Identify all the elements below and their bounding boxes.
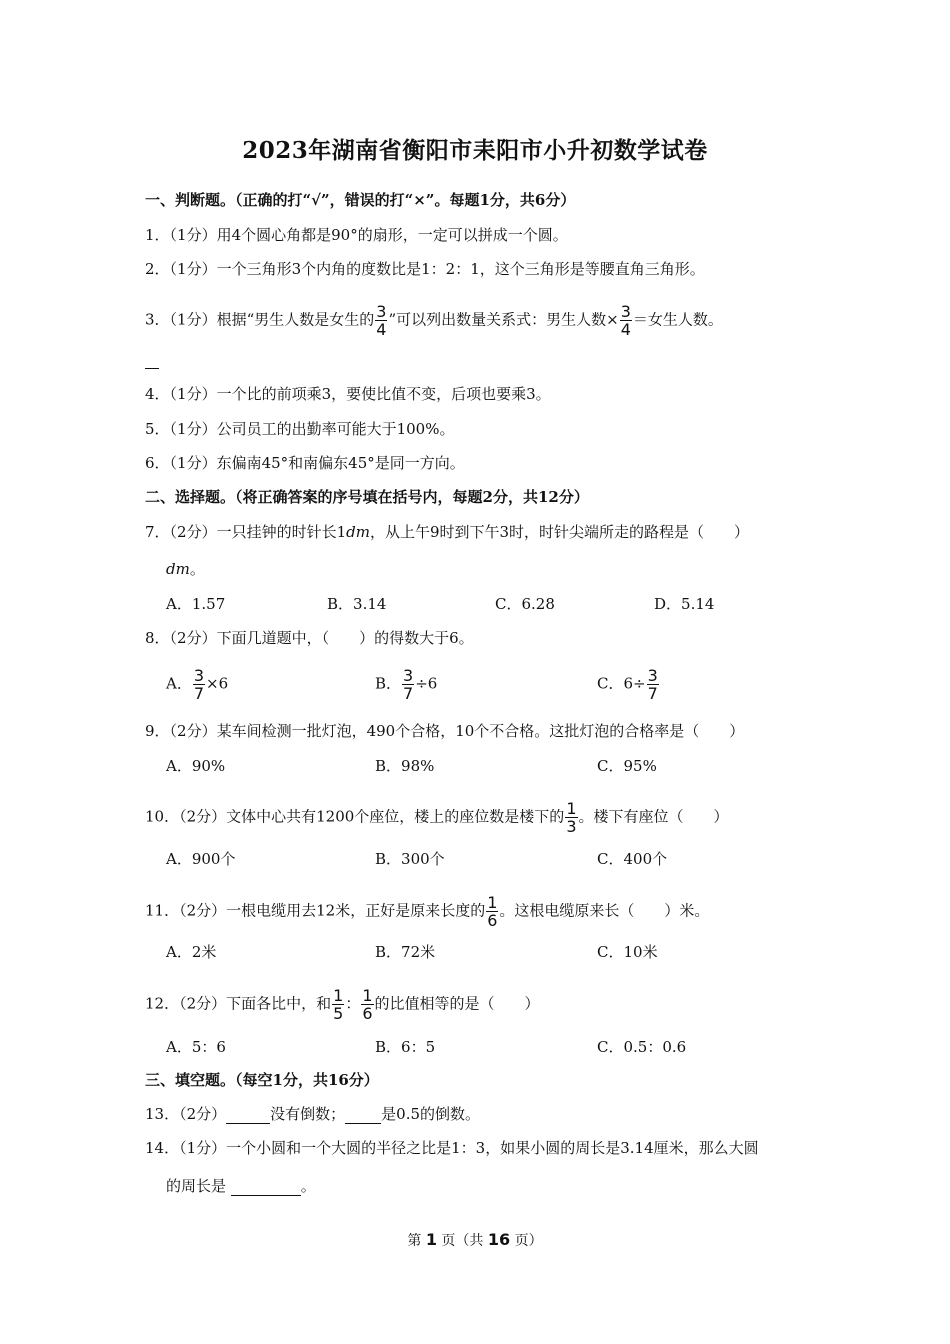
question-12: 12．（2分）下面各比中，和 $\frac{1}{5}$ ： $\frac{1}{6}$ 的比值相等的是（ ） xyxy=(145,986,540,1023)
question-5: 5．（1分）公司员工的出勤率可能大于100%。 xyxy=(145,420,455,438)
q10-option-b: B．300个 xyxy=(375,850,445,868)
q12-option-b: B．6：5 xyxy=(375,1038,436,1056)
q8-option-c: C．6÷ $\frac{3}{7}$ xyxy=(597,666,658,703)
q11-option-b: B．72米 xyxy=(375,943,436,961)
question-14: 14．（1分）一个小圆和一个大圆的半径之比是1：3，如果小圆的周长是3.14厘米，那么大圆 xyxy=(145,1139,759,1157)
question-4: 4．（1分）一个比的前项乘3，要使比值不变，后项也要乘3。 xyxy=(145,385,551,403)
section-heading-judgement: 一、判断题。（正确的打“√”，错误的打“×”。每题1分，共6分） xyxy=(145,191,576,209)
q11-option-c: C．10米 xyxy=(597,943,658,961)
q12-fraction-2: $\frac{1}{6}$ xyxy=(362,986,373,1023)
q12-option-a: A．5：6 xyxy=(166,1038,226,1056)
question-10: 10．（2分）文体中心共有1200个座位，楼上的座位数是楼下的 $\frac{1}{3}$ 。楼下有座位（ ） xyxy=(145,799,729,836)
q3-fraction-2: $\frac{3}{4}$ xyxy=(620,302,631,339)
q11-option-a: A．2米 xyxy=(166,943,217,961)
question-11: 11．（2分）一根电缆用去12米，正好是原来长度的 $\frac{1}{6}$ 。这根电缆原来长（ ）米。 xyxy=(145,893,710,930)
question-1: 1．（1分）用4个圆心角都是90°的扇形，一定可以拼成一个圆。 xyxy=(145,226,568,244)
q10-fraction: $\frac{1}{3}$ xyxy=(566,799,577,836)
question-14-continued: 的周长是 。 xyxy=(166,1177,316,1195)
q10-option-c: C．400个 xyxy=(597,850,668,868)
section-heading-choice: 二、选择题。（将正确答案的序号填在括号内，每题2分，共12分） xyxy=(145,488,589,506)
answer-dash xyxy=(145,368,159,369)
q8-option-a: A． $\frac{3}{7}$ ×6 xyxy=(166,666,229,703)
q8-a-fraction: $\frac{3}{7}$ xyxy=(193,666,205,703)
question-6: 6．（1分）东偏南45°和南偏东45°是同一方向。 xyxy=(145,454,465,472)
q8-option-b: B． $\frac{3}{7}$ ÷6 xyxy=(375,666,438,703)
q9-option-c: C．95% xyxy=(597,757,657,775)
q13-blank-2[interactable] xyxy=(345,1107,381,1124)
q12-option-c: C．0.5：0.6 xyxy=(597,1038,687,1056)
q10-option-a: A．900个 xyxy=(166,850,236,868)
q8-b-fraction: $\frac{3}{7}$ xyxy=(403,666,414,703)
question-8: 8．（2分）下面几道题中，（ ）的得数大于6。 xyxy=(145,629,474,647)
q3-fraction-1: $\frac{3}{4}$ xyxy=(376,302,387,339)
q3-text-c: ＝女生人数。 xyxy=(632,310,723,329)
question-9: 9．（2分）某车间检测一批灯泡，490个合格，10个不合格。这批灯泡的合格率是（ ） xyxy=(145,722,745,740)
question-7: 7．（2分）一只挂钟的时针长1dm，从上午9时到下午3时，时针尖端所走的路程是（ ） xyxy=(145,523,750,541)
q8-c-fraction: $\frac{3}{7}$ xyxy=(647,666,658,703)
q14-blank[interactable] xyxy=(231,1179,301,1196)
q9-option-a: A．90% xyxy=(166,757,226,775)
question-2: 2．（1分）一个三角形3个内角的度数比是1：2：1，这个三角形是等腰直角三角形。 xyxy=(145,260,705,278)
q3-text-b: ”可以列出数量关系式：男生人数× xyxy=(388,310,619,329)
question-3 xyxy=(145,303,723,338)
q12-fraction-1: $\frac{1}{5}$ xyxy=(333,986,344,1023)
q13-blank-1[interactable] xyxy=(226,1107,270,1124)
page-title: 2023年湖南省衡阳市耒阳市小升初数学试卷 xyxy=(242,137,708,164)
question-7-continued: dm。 xyxy=(166,560,205,578)
page-number: 1 xyxy=(425,1230,437,1249)
q7-option-b: B．3.14 xyxy=(327,595,387,613)
question-13: 13．（2分） 没有倒数； 是0.5的倒数。 xyxy=(145,1105,481,1123)
q7-option-c: C．6.28 xyxy=(495,595,555,613)
page-footer: 第 1 页（共 16 页） xyxy=(407,1230,543,1249)
q3-text-a: 3．（1分）根据“男生人数是女生的 xyxy=(145,310,375,329)
q11-fraction: $\frac{1}{6}$ xyxy=(487,893,498,930)
q7-option-a: A．1.57 xyxy=(166,595,226,613)
q7-option-d: D．5.14 xyxy=(654,595,715,613)
section-heading-fill-in: 三、填空题。（每空1分，共16分） xyxy=(145,1071,379,1089)
total-pages: 16 xyxy=(487,1230,511,1249)
q9-option-b: B．98% xyxy=(375,757,435,775)
